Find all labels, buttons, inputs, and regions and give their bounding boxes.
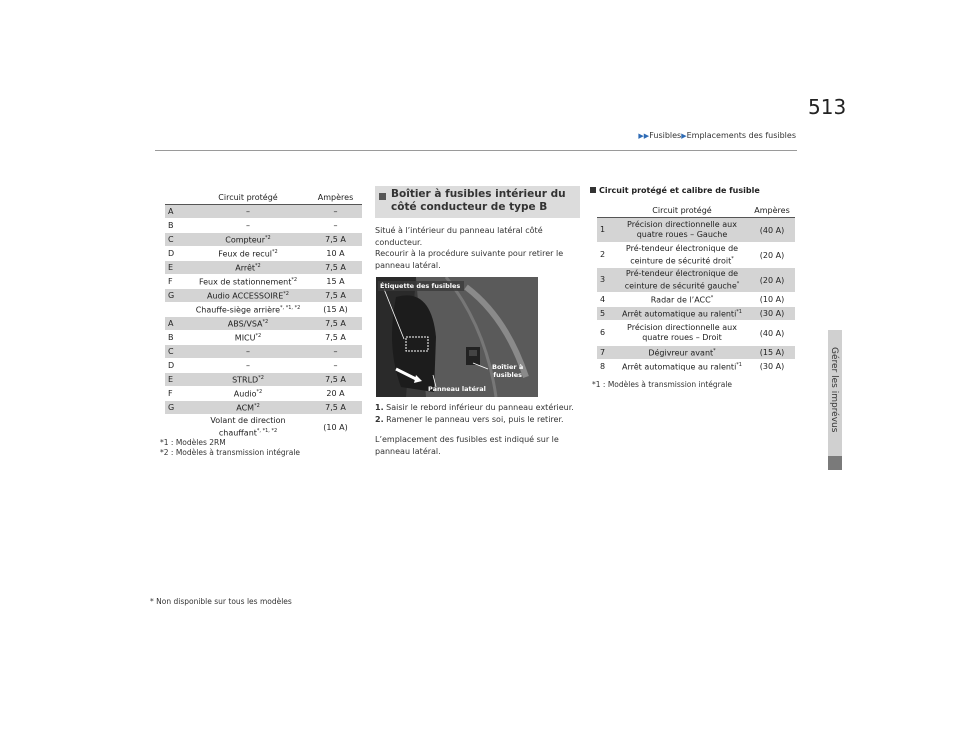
fuse-letter: B — [165, 219, 187, 233]
fuse-letter — [165, 303, 187, 317]
fuse-letter: B — [165, 331, 187, 345]
left-notes — [160, 438, 300, 458]
breadcrumb-emplacements[interactable]: Emplacements des fusibles — [686, 131, 796, 140]
table-row — [165, 359, 362, 373]
table-row — [165, 387, 362, 401]
fuse-circuit: Pré-tendeur électronique de ceinture de sécurité droit* — [615, 243, 749, 268]
fuse-number: 1 — [597, 218, 615, 243]
table-row — [165, 275, 362, 289]
intro-text — [375, 225, 575, 271]
note-2rm: *1 : Modèles 2RM — [160, 438, 226, 447]
intro-line1: Situé à l’intérieur du panneau latéral côté conducteur. — [375, 226, 543, 247]
col-header-circuit: Circuit protégé — [615, 203, 749, 218]
page-number: 513 — [808, 95, 847, 119]
label-fuse-box — [492, 363, 523, 379]
table-row — [165, 415, 362, 440]
fuse-circuit: Pré-tendeur électronique de ceinture de sécurité gauche* — [615, 268, 749, 293]
note-awd-right: *1 : Modèles à transmission intégrale — [592, 380, 733, 389]
step-1: 1. Saisir le rebord inférieur du panneau extérieur. — [375, 403, 574, 412]
fuse-circuit: Arrêt$^{*2}$ — [187, 261, 309, 275]
fuse-amperes: (10 A) — [309, 415, 362, 440]
fuse-letter: G — [165, 401, 187, 415]
outro-text: L’emplacement des fusibles est indiqué sur le panneau latéral. — [375, 435, 559, 456]
fuse-amperes: (40 A) — [749, 218, 795, 243]
fuse-letter: F — [165, 387, 187, 401]
fuse-amperes: – — [309, 359, 362, 373]
table-row — [165, 261, 362, 275]
fuse-amperes: 10 A — [309, 247, 362, 261]
table-row — [165, 289, 362, 303]
fuse-number: 2 — [597, 243, 615, 268]
fuse-circuit: Arrêt automatique au ralenti$^{*1}$ — [615, 360, 749, 374]
note-awd: *2 : Modèles à transmission intégrale — [160, 448, 301, 457]
fuse-letter: E — [165, 261, 187, 275]
breadcrumb — [638, 131, 796, 140]
table-row — [165, 317, 362, 331]
table-row — [165, 345, 362, 359]
breadcrumb-arrow-icon: ▶ — [681, 132, 687, 140]
table-row — [165, 401, 362, 415]
fuse-circuit: Feux de stationnement$^{*2}$ — [187, 275, 309, 289]
steps — [375, 402, 585, 457]
col-header-letter — [165, 190, 187, 205]
fuse-circuit: STRLD$^{*2}$ — [187, 373, 309, 387]
section-header — [375, 186, 580, 218]
table-row — [597, 268, 795, 293]
fuse-circuit: Audio ACCESSOIRE$^{*2}$ — [187, 289, 309, 303]
fuse-circuit: Précision directionnelle aux quatre roues – Droit — [615, 321, 749, 346]
fuse-amperes: 7,5 A — [309, 331, 362, 345]
section-title: Boîtier à fusibles intérieur du côté conducteur de type B — [391, 188, 566, 213]
fuse-number: 4 — [597, 293, 615, 307]
col-header-amperes: Ampères — [309, 190, 362, 205]
fuse-circuit: – — [187, 219, 309, 233]
fuse-letter: A — [165, 205, 187, 219]
fuse-circuit: ABS/VSA$^{*2}$ — [187, 317, 309, 331]
fuse-number: 3 — [597, 268, 615, 293]
fuse-letter — [165, 415, 187, 440]
table-row — [165, 331, 362, 345]
table-row — [597, 346, 795, 360]
right-notes — [592, 380, 732, 390]
table-row — [165, 247, 362, 261]
fuse-amperes: (30 A) — [749, 307, 795, 321]
table-row — [165, 373, 362, 387]
table-row — [165, 205, 362, 219]
fuse-number: 6 — [597, 321, 615, 346]
table-row — [165, 303, 362, 317]
table-row — [597, 360, 795, 374]
table-row — [165, 219, 362, 233]
fuse-amperes: (15 A) — [309, 303, 362, 317]
fuse-amperes: – — [309, 345, 362, 359]
fuse-amperes: 7,5 A — [309, 373, 362, 387]
fuse-circuit: – — [187, 345, 309, 359]
fuse-amperes: (15 A) — [749, 346, 795, 360]
step-2: 2. Ramener le panneau vers soi, puis le retirer. — [375, 414, 564, 424]
intro-line2: Recourir à la procédure suivante pour retirer le panneau latéral. — [375, 249, 564, 270]
fuse-amperes: 7,5 A — [309, 317, 362, 331]
right-fuse-table — [597, 203, 795, 374]
fuse-amperes: 15 A — [309, 275, 362, 289]
fuse-circuit: Arrêt automatique au ralenti$^{*1}$ — [615, 307, 749, 321]
fuse-amperes: 7,5 A — [309, 289, 362, 303]
footer-note: * Non disponible sur tous les modèles — [150, 597, 292, 606]
fuse-amperes: (20 A) — [749, 243, 795, 268]
fuse-amperes: – — [309, 205, 362, 219]
breadcrumb-arrow-icon: ▶▶ — [638, 132, 650, 140]
table-row — [597, 218, 795, 243]
table-row — [165, 233, 362, 247]
fuse-letter: A — [165, 317, 187, 331]
fuse-box-photo — [376, 277, 538, 397]
fuse-circuit: – — [187, 205, 309, 219]
fuse-amperes: (40 A) — [749, 321, 795, 346]
fuse-amperes: 20 A — [309, 387, 362, 401]
fuse-circuit: Précision directionnelle aux quatre roues – Gauche — [615, 218, 749, 243]
table-row — [597, 243, 795, 268]
table-row — [597, 293, 795, 307]
side-tab-marker — [828, 456, 842, 470]
fuse-circuit: Chauffe-siège arrière$^{*, *1, *2}$ — [187, 303, 309, 317]
fuse-circuit: – — [187, 359, 309, 373]
right-heading: Circuit protégé et calibre de fusible — [590, 186, 760, 195]
fuse-letter: E — [165, 373, 187, 387]
fuse-box-illustration — [376, 277, 538, 397]
fuse-circuit: Volant de direction chauffant$^{*, *1, *2}$ — [187, 415, 309, 440]
fuse-amperes: 7,5 A — [309, 233, 362, 247]
fuse-letter: D — [165, 247, 187, 261]
fuse-circuit: Audio$^{*2}$ — [187, 387, 309, 401]
fuse-number: 7 — [597, 346, 615, 360]
fuse-circuit: Dégivreur avant* — [615, 346, 749, 360]
breadcrumb-fusibles[interactable]: Fusibles — [649, 131, 682, 140]
table-row — [597, 321, 795, 346]
fuse-amperes: 7,5 A — [309, 401, 362, 415]
fuse-amperes: (30 A) — [749, 360, 795, 374]
section-square-icon — [379, 193, 386, 200]
fuse-letter: C — [165, 345, 187, 359]
col-header-amperes: Ampères — [749, 203, 795, 218]
fuse-amperes: (20 A) — [749, 268, 795, 293]
fuse-letter: F — [165, 275, 187, 289]
fuse-circuit: Compteur$^{*2}$ — [187, 233, 309, 247]
fuse-letter: D — [165, 359, 187, 373]
fuse-letter: C — [165, 233, 187, 247]
label-fuse-box-line2: fusibles — [493, 371, 522, 379]
fuse-circuit: Feux de recul$^{*2}$ — [187, 247, 309, 261]
label-side-panel: Panneau latéral — [428, 385, 486, 393]
fuse-circuit: MICU$^{*2}$ — [187, 331, 309, 345]
table-row — [597, 307, 795, 321]
col-header-num — [597, 203, 615, 218]
label-fuse-tag: Étiquette des fusibles — [380, 282, 461, 290]
fuse-number: 8 — [597, 360, 615, 374]
side-tab[interactable] — [825, 345, 845, 455]
fuse-number: 5 — [597, 307, 615, 321]
left-fuse-table — [165, 190, 362, 440]
col-header-circuit: Circuit protégé — [187, 190, 309, 205]
fuse-circuit: ACM$^{*2}$ — [187, 401, 309, 415]
header-divider — [155, 150, 797, 151]
heading-square-icon — [590, 187, 596, 193]
fuse-circuit: Radar de l’ACC* — [615, 293, 749, 307]
label-fuse-box-line1: Boîtier à — [492, 363, 524, 371]
side-tab-label: Gérer les imprévus — [829, 347, 839, 433]
fuse-letter: G — [165, 289, 187, 303]
fuse-amperes: 7,5 A — [309, 261, 362, 275]
fuse-amperes: (10 A) — [749, 293, 795, 307]
fuse-amperes: – — [309, 219, 362, 233]
